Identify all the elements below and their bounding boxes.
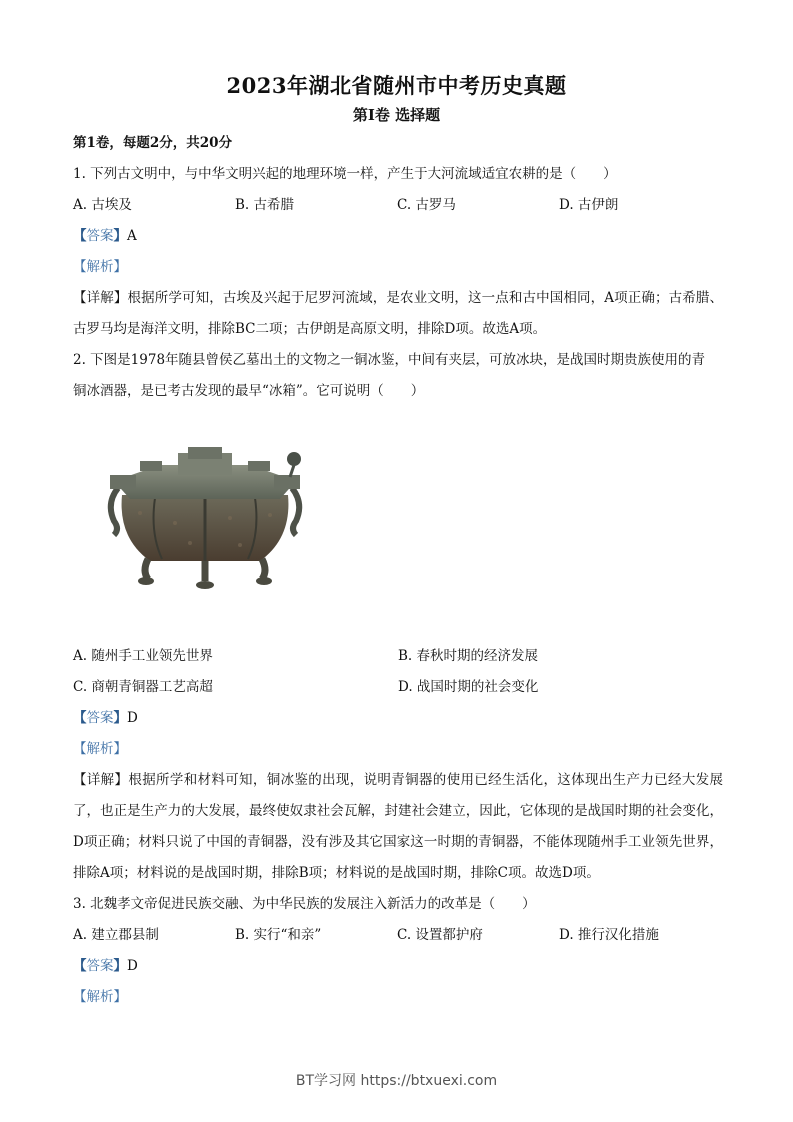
question-3-stem: 3. 北魏孝文帝促进民族交融、为中华民族的发展注入新活力的改革是（ ）: [73, 896, 536, 912]
option-d: D. 推行汉化措施: [559, 927, 659, 943]
question-2-detail: 【详解】根据所学和材料可知，铜冰鉴的出现，说明青铜器的使用已经生活化，这体现出生产力已经大发展了，也正是生产力的大发展，最终使奴隶社会瓦解，封建社会建立，因此，它体现的是战国时期的社会变化，D项正确；材料只说了中国的青铜器，没有涉及其它国家这一时期的青铜器，不能体现随州手工业领先世界，排除A项；材料说的是战国时期，排除B项；材料说的是战国时期，排除C项。故选D项。: [73, 772, 724, 881]
answer-value: D: [127, 958, 138, 974]
answer-label: 答案: [86, 710, 114, 726]
option-d: D. 战国时期的社会变化: [398, 679, 539, 695]
option-a: A. 建立郡县制: [73, 927, 159, 943]
question-2-stem-line-2: 铜冰酒器，是已考古发现的最早“冰箱”。它可说明（ ）: [73, 383, 425, 399]
option-c: C. 古罗马: [397, 197, 456, 213]
detail-label: 【详解】: [73, 290, 128, 306]
option-d: D. 古伊朗: [559, 197, 619, 213]
bronze-ice-chest-image: [100, 443, 310, 595]
option-b: B. 实行“和亲”: [235, 927, 322, 943]
question-2-answer: 【答案】D: [73, 710, 138, 726]
option-c: C. 设置都护府: [397, 927, 483, 943]
question-2-options-row-1: [73, 641, 723, 672]
watermark-footer: BT学习网 https://btxuexi.com: [295, 1073, 498, 1089]
question-3-options: [73, 920, 723, 951]
option-a: A. 随州手工业领先世界: [73, 648, 213, 664]
section-title: 第Ⅰ卷 选择题: [352, 106, 441, 124]
question-1-stem: 1. 下列古文明中，与中华文明兴起的地理环境一样，产生于大河流域适宜农耕的是（ ）: [73, 166, 617, 182]
question-1-detail: 【详解】根据所学可知，古埃及兴起于尼罗河流域，是农业文明，这一点和古中国相同，A项正确；古希腊、古罗马均是海洋文明，排除BC二项；古伊朗是高原文明，排除D项。故选A项。: [73, 290, 724, 337]
option-b: B. 春秋时期的经济发展: [398, 648, 539, 664]
answer-label: 答案: [86, 958, 114, 974]
analysis-label: 【解析】: [73, 741, 127, 757]
analysis-label: 【解析】: [73, 259, 127, 275]
option-b: B. 古希腊: [235, 197, 295, 213]
question-1-options: [73, 190, 723, 221]
question-2-options-row-2: [73, 672, 723, 703]
answer-value: D: [127, 710, 138, 726]
question-1-answer: 【答案】A: [73, 228, 137, 244]
option-c: C. 商朝青铜器工艺高超: [73, 679, 213, 695]
answer-label: 答案: [86, 228, 114, 244]
question-2-stem-line-1: 2. 下图是1978年随县曾侯乙墓出土的文物之一铜冰鉴，中间有夹层，可放冰块，是战国时期贵族使用的青: [73, 352, 706, 368]
option-a: A. 古埃及: [73, 197, 132, 213]
question-3-answer: 【答案】D: [73, 958, 138, 974]
page-title: 2023年湖北省随州市中考历史真题: [226, 73, 567, 98]
analysis-label: 【解析】: [73, 989, 127, 1005]
part-header: 第1卷，每题2分，共20分: [73, 135, 233, 151]
detail-label: 【详解】: [73, 772, 129, 788]
answer-value: A: [127, 228, 137, 244]
